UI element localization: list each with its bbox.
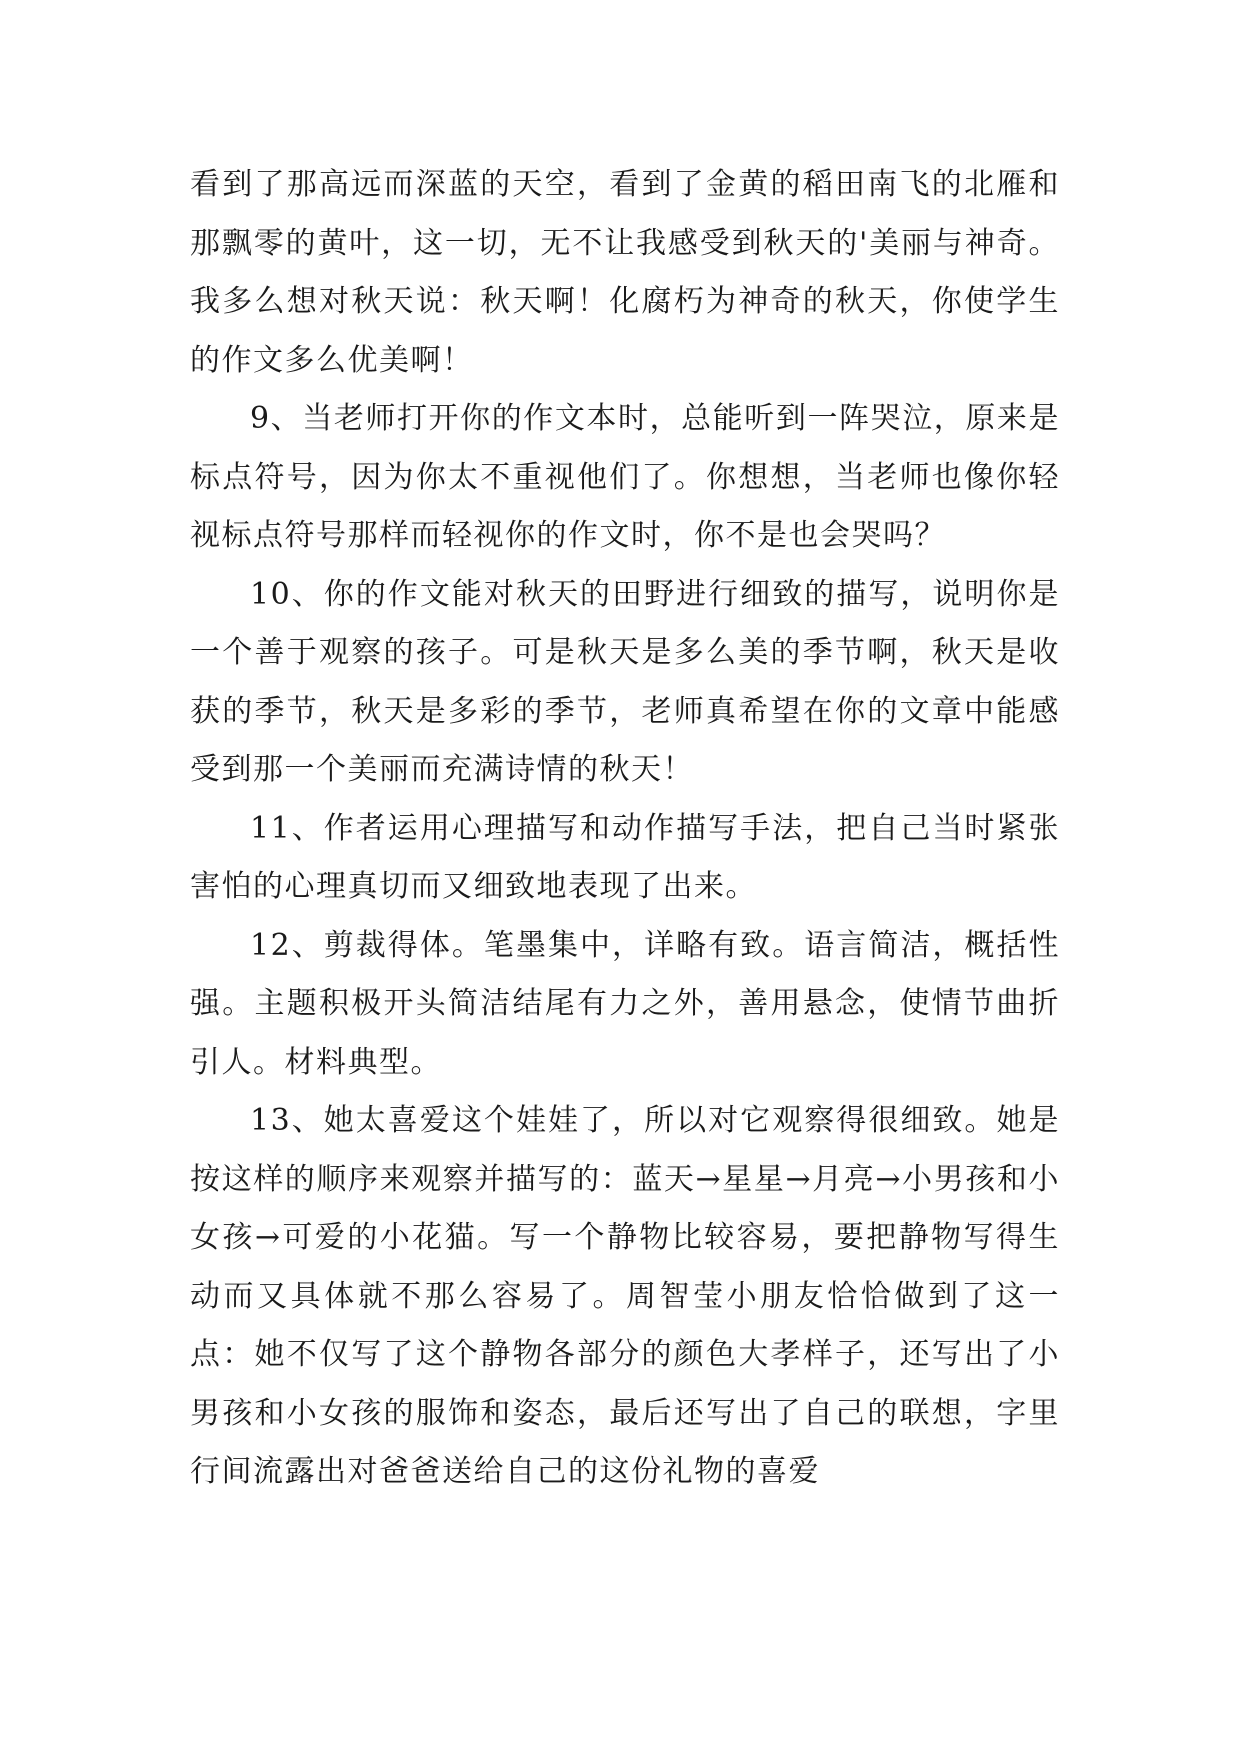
paragraph-comment-12: 12、剪裁得体。笔墨集中，详略有致。语言简洁，概括性强。主题积极开头简洁结尾有力之外，善用悬念，使情节曲折引人。材料典型。 bbox=[190, 927, 1060, 1080]
paragraph-comment-9: 9、当老师打开你的作文本时，总能听到一阵哭泣，原来是标点符号，因为你太不重视他们了。你想想，当老师也像你轻视标点符号那样而轻视你的作文时，你不是也会哭吗？ bbox=[190, 401, 1060, 553]
paragraph-comment-13: 13、她太喜爱这个娃娃了，所以对它观察得很细致。她是按这样的顺序来观察并描写的：蓝天→星星→月亮→小男孩和小女孩→可爱的小花猫。写一个静物比较容易，要把静物写得生动而又具体就不那么容易了。周智莹小朋友恰恰做到了这一点：她不仅写了这个静物各部分的颜色大孝样子，还写出了小男孩和小女孩的服饰和姿态，最后还写出了自己的联想，字里行间流露出对爸爸送给自己的这份礼物的喜爱 bbox=[190, 1103, 1060, 1489]
paragraph-comment-11: 11、作者运用心理描写和动作描写手法，把自己当时紧张害怕的心理真切而又细致地表现了出来。 bbox=[190, 810, 1060, 904]
paragraph-comment-10: 10、你的作文能对秋天的田野进行细致的描写，说明你是一个善于观察的孩子。可是秋天是多么美的季节啊，秋天是收获的季节，秋天是多彩的季节，老师真希望在你的文章中能感受到那一个美丽而充满诗情的秋天！ bbox=[190, 576, 1060, 787]
paragraph-autumn-sky: 看到了那高远而深蓝的天空，看到了金黄的稻田南飞的北雁和那飘零的黄叶，这一切，无不让我感受到秋天的'美丽与神奇。我多么想对秋天说：秋天啊！化腐朽为神奇的秋天，你使学生的作文多么优美啊！ bbox=[190, 167, 1060, 378]
document-body bbox=[190, 156, 1060, 1502]
